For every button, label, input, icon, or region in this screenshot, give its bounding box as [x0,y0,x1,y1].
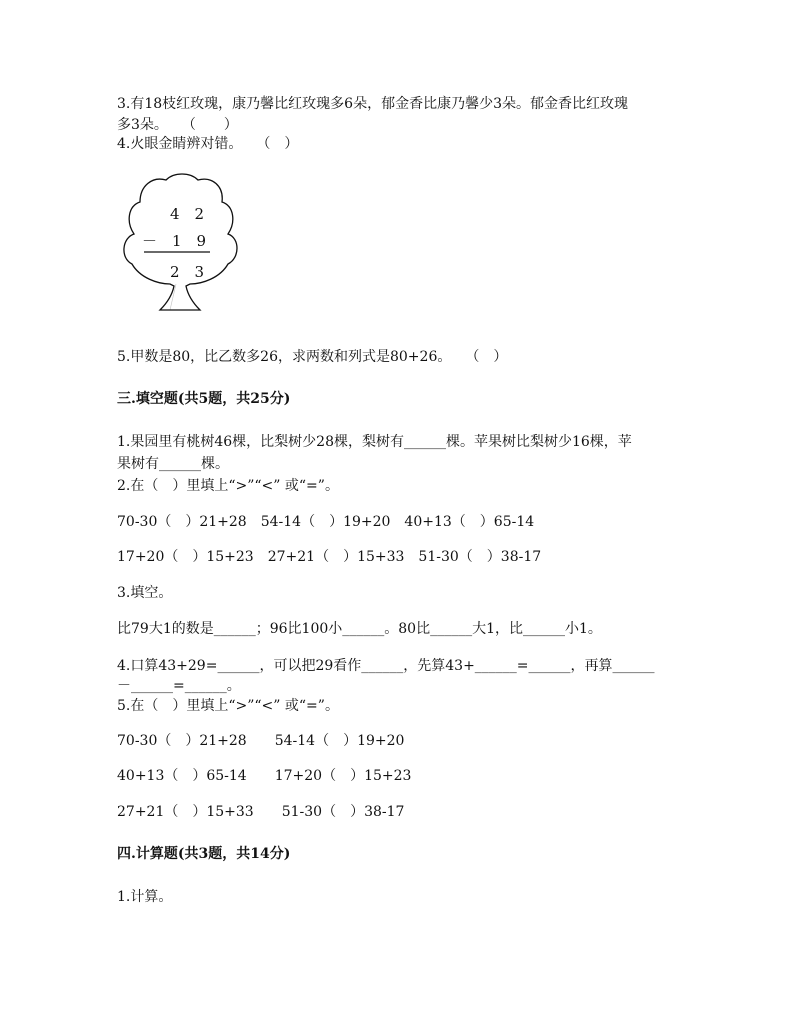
s3-q2-title: 2.在（ ）里填上“>”“<” 或“=”。 [117,478,339,494]
q3-text-line2: 多3朵。 （ ） [117,117,238,133]
section3-title: 三.填空题(共5题，共25分) [117,391,291,407]
q3-text-line1: 3.有18枝红玫瑰，康乃馨比红玫瑰多6朵，郁金香比康乃馨少3朵。郁金香比红玫瑰 [117,96,628,112]
q5-text: 5.甲数是80，比乙数多26，求两数和列式是80+26。 （ ） [117,349,508,365]
s4-q1: 1.计算。 [117,889,173,905]
s3-q5-row1: 70-30（ ）21+28 54-14（ ）19+20 [117,733,405,749]
tree-row-result: 2 3 [170,263,205,281]
q4-text: 4.火眼金睛辨对错。 （ ） [117,136,299,152]
s3-q5-row2: 40+13（ ）65-14 17+20（ ）15+23 [117,768,412,784]
s3-q2-row1: 70-30（ ）21+28 54-14（ ）19+20 40+13（ ）65-14 [117,514,535,530]
tree-row-subtrahend: － 1 9 [142,232,207,250]
s3-q1-line1: 1.果园里有桃树46棵，比梨树少28棵，梨树有______棵。苹果树比梨树少16棵，苹 [117,434,632,450]
tree-row-minuend: 4 2 [170,205,205,223]
s3-q5-title: 5.在（ ）里填上“>”“<” 或“=”。 [117,698,339,714]
s3-q4-line1: 4.口算43+29=______，可以把29看作______，先算43+______=______，再算______ [117,658,655,674]
section4-title: 四.计算题(共3题，共14分) [117,846,291,862]
s3-q3-title: 3.填空。 [117,585,173,601]
tree-subtraction-figure [118,172,242,314]
s3-q5-row3: 27+21（ ）15+33 51-30（ ）38-17 [117,804,405,820]
s3-q3-row: 比79大1的数是______；96比100小______。80比______大1，比______小1。 [117,621,602,637]
s3-q2-row2: 17+20（ ）15+23 27+21（ ）15+33 51-30（ ）38-17 [117,549,542,565]
s3-q1-line2: 果树有______棵。 [117,456,229,472]
s3-q4-line2: －______=______。 [117,678,241,694]
